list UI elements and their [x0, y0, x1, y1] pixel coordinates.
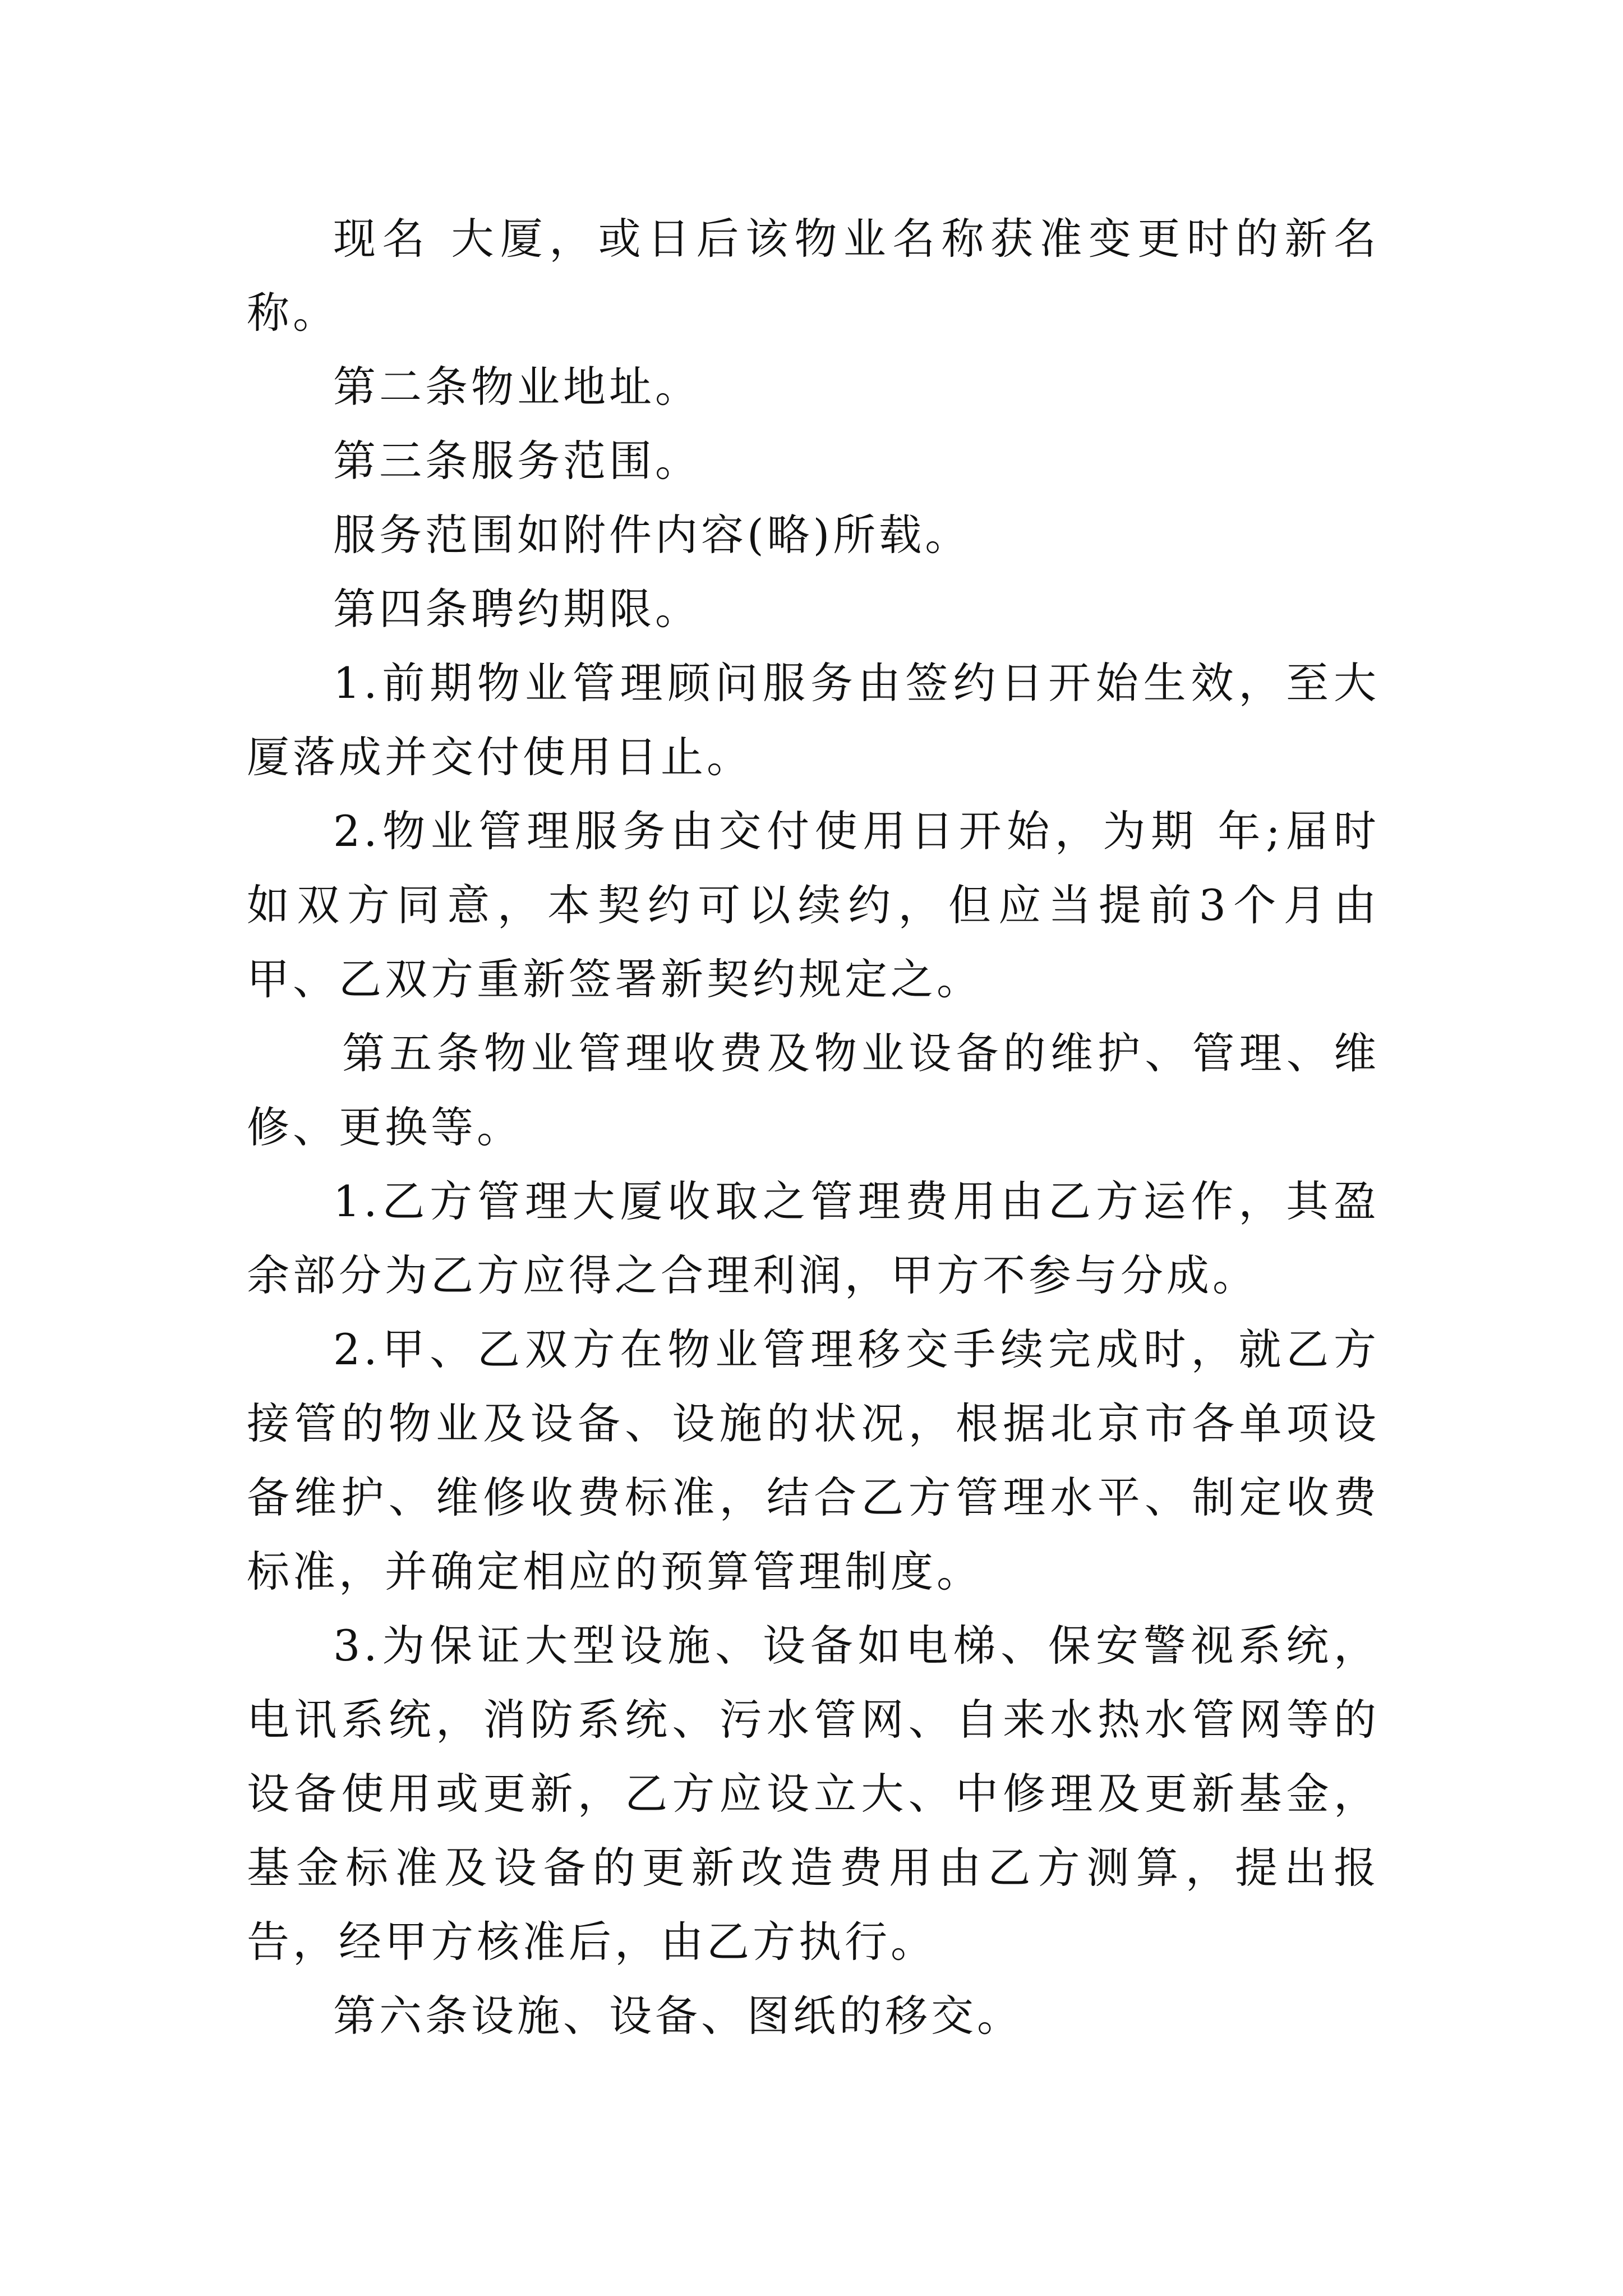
paragraph-article-5-item-2: 2.甲、乙双方在物业管理移交手续完成时，就乙方接管的物业及设备、设施的状况，根据北京市各单项设备维护、维修收费标准，结合乙方管理水平、制定收费标准，并确定相应的预算管理制度。 [247, 1324, 1380, 1596]
paragraph-article-2-heading: 第二条物业地址。 [333, 362, 701, 412]
paragraph-article-6-heading: 第六条设施、设备、图纸的移交。 [333, 1991, 1023, 2041]
paragraph-article-4-item-1: 1.前期物业管理顾问服务由签约日开始生效，至大厦落成并交付使用日止。 [247, 658, 1380, 782]
paragraph-article-4-heading: 第四条聘约期限。 [333, 584, 701, 634]
paragraph-property-name: 现名 大厦，或日后该物业名称获准变更时的新名称。 [247, 214, 1380, 338]
document-body [247, 202, 1380, 2053]
paragraph-article-5-heading: 第五条物业管理收费及物业设备的维护、管理、维修、更换等。 [247, 1028, 1380, 1152]
paragraph-article-4-item-2: 2.物业管理服务由交付使用日开始，为期 年;届时如双方同意，本契约可以续约，但应当提前3个月由甲、乙双方重新签署新契约规定之。 [247, 806, 1380, 1004]
paragraph-article-5-item-1: 1.乙方管理大厦收取之管理费用由乙方运作，其盈余部分为乙方应得之合理利润，甲方不参与分成。 [247, 1176, 1380, 1300]
paragraph-article-5-item-3: 3.为保证大型设施、设备如电梯、保安警视系统，电讯系统，消防系统、污水管网、自来水热水管网等的设备使用或更新，乙方应设立大、中修理及更新基金，基金标准及设备的更新改造费用由乙方测算，提出报告，经甲方核准后，由乙方执行。 [247, 1621, 1380, 1967]
paragraph-service-scope: 服务范围如附件内容(略)所载。 [333, 510, 971, 560]
paragraph-article-3-heading: 第三条服务范围。 [333, 436, 701, 486]
